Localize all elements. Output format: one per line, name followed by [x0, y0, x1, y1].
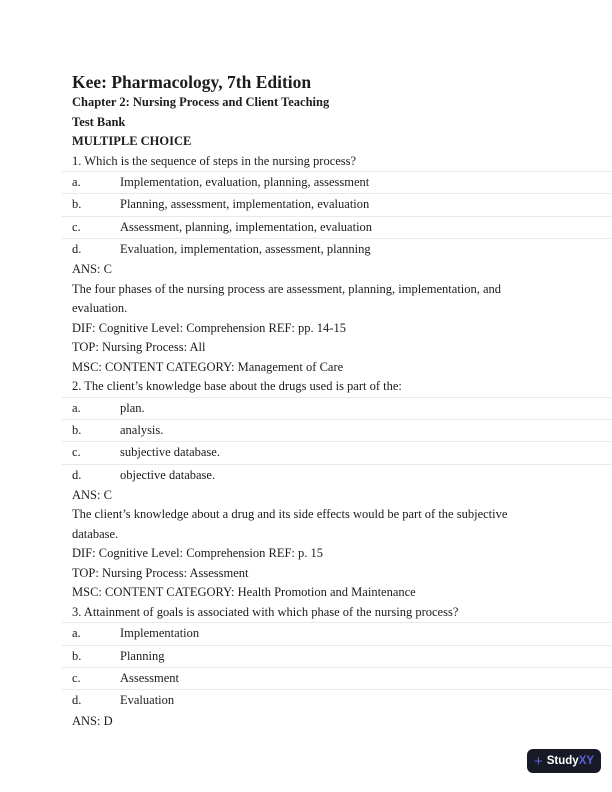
option-text: plan.: [120, 400, 145, 415]
option-text: Evaluation: [120, 693, 175, 708]
option-letter: b.: [72, 648, 82, 663]
option-row: [62, 667, 612, 689]
option-row: [62, 238, 612, 260]
rationale-text: The client’s knowledge about a drug and its side effects would be part of the subjective database.: [72, 507, 508, 541]
msc-line: MSC: CONTENT CATEGORY: Health Promotion and Maintenance: [72, 585, 416, 600]
question-prompt: 3. Attainment of goals is associated with which phase of the nursing process?: [72, 604, 459, 619]
option-text: Evaluation, implementation, assessment, planning: [120, 241, 371, 256]
option-row: [62, 193, 612, 215]
option-row: [62, 622, 612, 644]
rationale-text: The four phases of the nursing process are assessment, planning, implementation, and evaluation.: [72, 281, 502, 316]
option-text: analysis.: [120, 422, 164, 437]
option-row: [62, 397, 612, 419]
option-letter: c.: [72, 219, 81, 234]
answer-line: ANS: C: [72, 487, 112, 502]
option-letter: d.: [72, 467, 82, 482]
option-letter: a.: [72, 400, 81, 415]
chapter-heading: Chapter 2: Nursing Process and Client Teaching: [72, 95, 330, 109]
option-letter: b.: [72, 422, 82, 437]
answer-line: ANS: C: [72, 262, 112, 277]
studyxy-badge[interactable]: [527, 749, 601, 773]
option-text: Planning: [120, 648, 165, 663]
book-title: Kee: Pharmacology, 7th Edition: [72, 72, 312, 92]
options-table: [62, 622, 612, 711]
brand-accent: XY: [578, 755, 595, 767]
option-row: [62, 171, 612, 193]
option-text: Assessment, planning, implementation, evaluation: [120, 219, 373, 234]
option-text: Implementation, evaluation, planning, assessment: [120, 175, 370, 189]
option-letter: b.: [72, 197, 82, 212]
option-letter: c.: [72, 670, 81, 685]
option-row: [62, 464, 612, 486]
plus-icon: +: [533, 752, 543, 770]
dif-line: DIF: Cognitive Level: Comprehension REF: p. 15: [72, 546, 324, 561]
option-text: objective database.: [120, 467, 216, 482]
option-letter: c.: [72, 445, 81, 460]
question-block: [0, 377, 612, 603]
question-block: [0, 152, 612, 378]
question-block: [0, 603, 612, 731]
option-row: [62, 441, 612, 463]
option-text: Assessment: [120, 670, 180, 685]
options-table: [62, 397, 612, 486]
section-heading: MULTIPLE CHOICE: [72, 134, 192, 148]
option-letter: a.: [72, 175, 81, 189]
option-row: [62, 419, 612, 441]
question-prompt: 1. Which is the sequence of steps in the nursing process?: [72, 153, 357, 168]
option-text: subjective database.: [120, 445, 220, 460]
option-row: [62, 645, 612, 667]
option-letter: a.: [72, 626, 81, 641]
option-letter: d.: [72, 241, 82, 256]
test-bank-label: Test Bank: [72, 114, 126, 129]
options-table: [62, 171, 612, 260]
option-text: Planning, assessment, implementation, evaluation: [120, 197, 370, 212]
dif-line: DIF: Cognitive Level: Comprehension REF: pp. 14-15: [72, 320, 346, 335]
brand-name: Study: [546, 755, 579, 767]
option-text: Implementation: [120, 626, 200, 641]
question-prompt: 2. The client’s knowledge base about the drugs used is part of the:: [72, 379, 402, 394]
answer-line: ANS: D: [72, 713, 113, 728]
option-row: [62, 216, 612, 238]
msc-line: MSC: CONTENT CATEGORY: Management of Care: [72, 359, 344, 374]
option-row: [62, 689, 612, 711]
top-line: TOP: Nursing Process: All: [72, 340, 206, 355]
top-line: TOP: Nursing Process: Assessment: [72, 565, 249, 580]
option-letter: d.: [72, 693, 82, 708]
